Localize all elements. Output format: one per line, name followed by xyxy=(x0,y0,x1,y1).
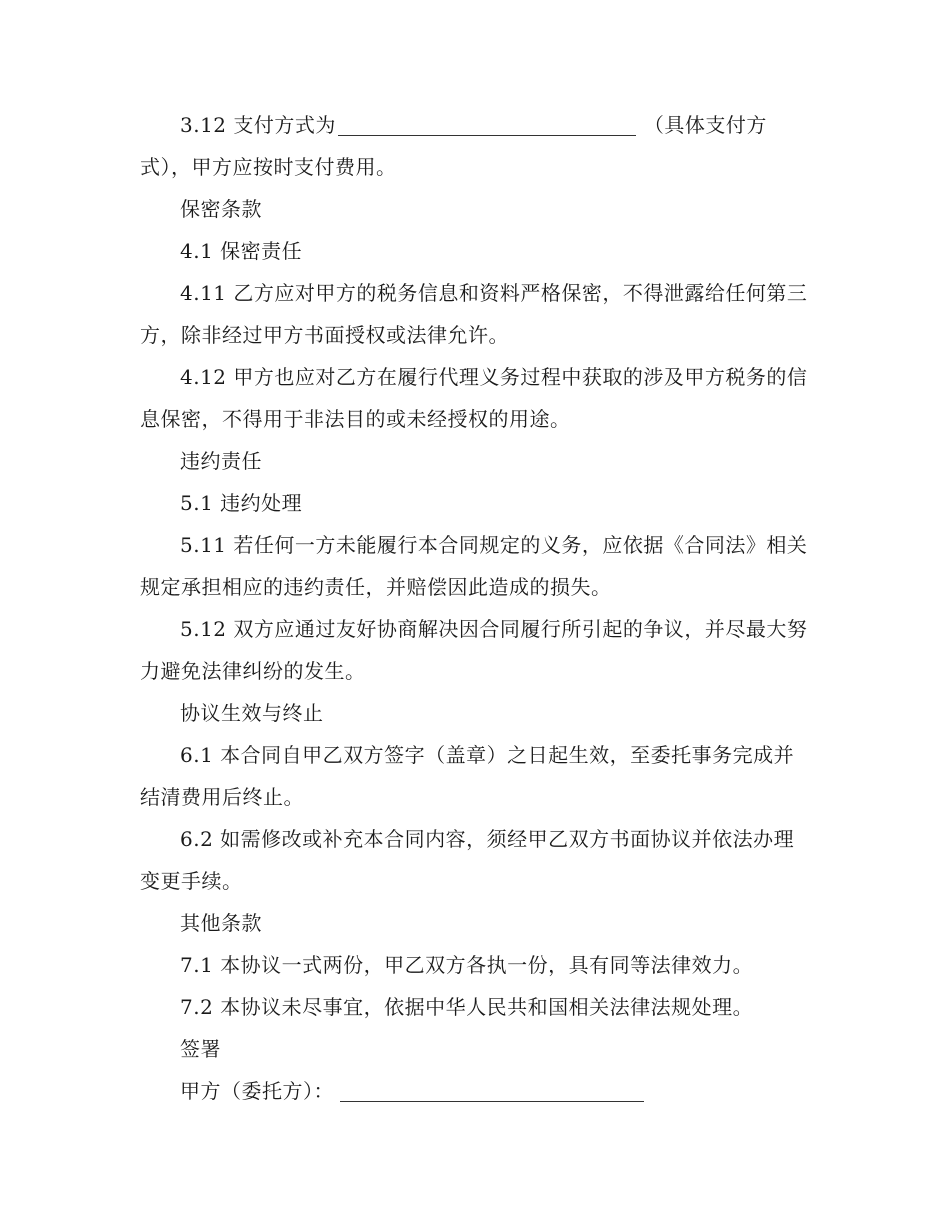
clause-5-12: 5.12 双方应通过友好协商解决因合同履行所引起的争议，并尽最大努力避免法律纠纷的发生。 xyxy=(140,617,808,683)
clause-4-11: 4.11 乙方应对甲方的税务信息和资料严格保密，不得泄露给任何第三方，除非经过甲方书面授权或法律允许。 xyxy=(140,281,808,347)
section-heading-confidentiality: 保密条款 xyxy=(180,197,262,221)
clause-7-2: 7.2 本协议未尽事宜，依据中华人民共和国相关法律法规处理。 xyxy=(180,995,754,1019)
section-heading-other: 其他条款 xyxy=(180,911,262,935)
clause-5-1: 5.1 违约处理 xyxy=(180,491,303,515)
party-a-signature-blank xyxy=(340,1075,644,1102)
document-page xyxy=(140,104,810,1112)
party-a-label: 甲方（委托方）： xyxy=(180,1079,334,1103)
section-heading-breach: 违约责任 xyxy=(180,449,262,473)
clause-4-1: 4.1 保密责任 xyxy=(180,239,303,263)
clause-3-12 xyxy=(140,104,810,188)
payment-method-blank xyxy=(338,109,636,136)
signature-party-a xyxy=(140,1070,810,1112)
clause-7-1: 7.1 本协议一式两份，甲乙双方各执一份，具有同等法律效力。 xyxy=(180,953,754,977)
section-heading-effect-termination: 协议生效与终止 xyxy=(180,701,324,725)
clause-4-12: 4.12 甲方也应对乙方在履行代理义务过程中获取的涉及甲方税务的信息保密，不得用于非法目的或未经授权的用途。 xyxy=(140,365,808,431)
section-heading-signature: 签署 xyxy=(180,1037,221,1061)
clause-6-2: 6.2 如需修改或补充本合同内容，须经甲乙双方书面协议并依法办理变更手续。 xyxy=(140,827,795,893)
clause-text: 3.12 支付方式为 xyxy=(180,113,336,137)
clause-text: （具体支付方式），甲方应按时支付费用。 xyxy=(140,113,767,179)
clause-5-11: 5.11 若任何一方未能履行本合同规定的义务，应依据《合同法》相关规定承担相应的违约责任，并赔偿因此造成的损失。 xyxy=(140,533,808,599)
clause-6-1: 6.1 本合同自甲乙双方签字（盖章）之日起生效，至委托事务完成并结清费用后终止。 xyxy=(140,743,795,809)
